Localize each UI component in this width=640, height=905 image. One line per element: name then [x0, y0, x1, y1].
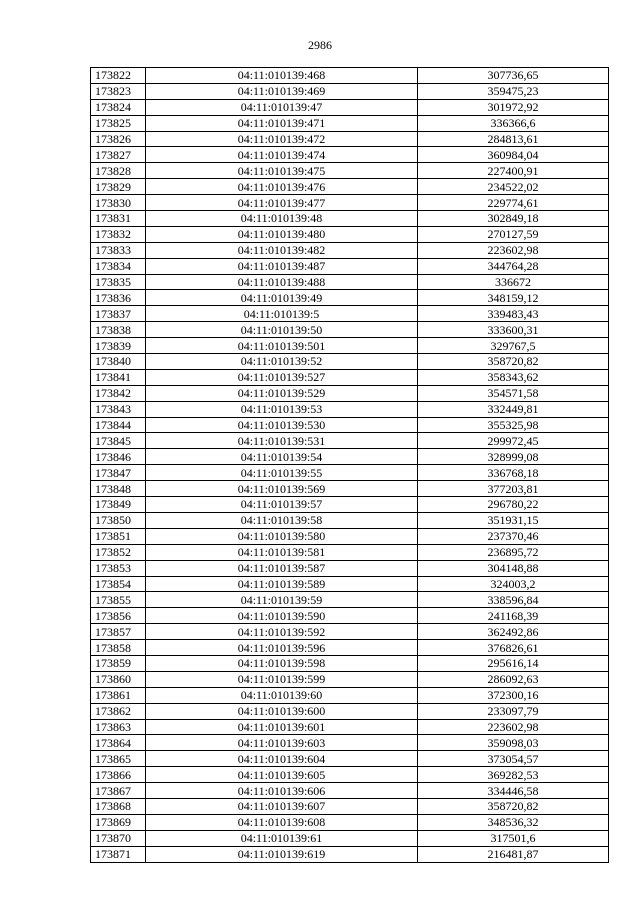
row-number-cell: 173863 — [91, 719, 146, 735]
table-row — [91, 560, 609, 576]
row-number-cell: 173833 — [91, 242, 146, 258]
row-number-cell: 173842 — [91, 385, 146, 401]
row-number-cell: 173848 — [91, 481, 146, 497]
row-number-cell: 173870 — [91, 830, 146, 846]
table-row — [91, 735, 609, 751]
cadastral-number-cell: 04:11:010139:581 — [146, 544, 418, 560]
cadastral-number-cell: 04:11:010139:604 — [146, 751, 418, 767]
table-row — [91, 449, 609, 465]
table-row — [91, 767, 609, 783]
cadastral-number-cell: 04:11:010139:59 — [146, 592, 418, 608]
row-number-cell: 173828 — [91, 163, 146, 179]
row-number-cell: 173866 — [91, 767, 146, 783]
table-row — [91, 417, 609, 433]
table-row — [91, 385, 609, 401]
table-body — [91, 68, 609, 863]
cadastral-number-cell: 04:11:010139:530 — [146, 417, 418, 433]
table-row — [91, 576, 609, 592]
cadastral-number-cell: 04:11:010139:474 — [146, 147, 418, 163]
row-number-cell: 173852 — [91, 544, 146, 560]
cadastral-number-cell: 04:11:010139:47 — [146, 99, 418, 115]
row-number-cell: 173835 — [91, 274, 146, 290]
table-row — [91, 497, 609, 513]
cadastral-value-cell: 233097,79 — [418, 703, 609, 719]
row-number-cell: 173827 — [91, 147, 146, 163]
table-row — [91, 528, 609, 544]
row-number-cell: 173832 — [91, 226, 146, 242]
row-number-cell: 173864 — [91, 735, 146, 751]
cadastral-number-cell: 04:11:010139:53 — [146, 401, 418, 417]
row-number-cell: 173825 — [91, 115, 146, 131]
cadastral-value-cell: 301972,92 — [418, 99, 609, 115]
cadastral-value-cell: 236895,72 — [418, 544, 609, 560]
table-row — [91, 783, 609, 799]
table-row — [91, 655, 609, 671]
cadastral-value-cell: 284813,61 — [418, 131, 609, 147]
cadastral-number-cell: 04:11:010139:58 — [146, 512, 418, 528]
cadastral-value-cell: 348159,12 — [418, 290, 609, 306]
cadastral-value-cell: 234522,02 — [418, 179, 609, 195]
row-number-cell: 173845 — [91, 433, 146, 449]
cadastral-number-cell: 04:11:010139:5 — [146, 306, 418, 322]
table-row — [91, 640, 609, 656]
row-number-cell: 173855 — [91, 592, 146, 608]
cadastral-number-cell: 04:11:010139:57 — [146, 497, 418, 513]
table-row — [91, 624, 609, 640]
table-row — [91, 592, 609, 608]
table-row — [91, 830, 609, 846]
table-row — [91, 512, 609, 528]
cadastral-number-cell: 04:11:010139:531 — [146, 433, 418, 449]
table-row — [91, 306, 609, 322]
cadastral-number-cell: 04:11:010139:468 — [146, 68, 418, 84]
table-row — [91, 846, 609, 862]
cadastral-number-cell: 04:11:010139:598 — [146, 655, 418, 671]
row-number-cell: 173826 — [91, 131, 146, 147]
cadastral-value-cell: 358343,62 — [418, 369, 609, 385]
page-number: 2986 — [308, 38, 332, 52]
cadastral-value-cell: 329767,5 — [418, 338, 609, 354]
cadastral-number-cell: 04:11:010139:52 — [146, 354, 418, 370]
cadastral-value-cell: 304148,88 — [418, 560, 609, 576]
cadastral-number-cell: 04:11:010139:50 — [146, 322, 418, 338]
row-number-cell: 173840 — [91, 354, 146, 370]
table-row — [91, 687, 609, 703]
cadastral-value-cell: 351931,15 — [418, 512, 609, 528]
table-row — [91, 83, 609, 99]
table-row — [91, 544, 609, 560]
table-row — [91, 433, 609, 449]
table-row — [91, 68, 609, 84]
cadastral-value-cell: 223602,98 — [418, 242, 609, 258]
row-number-cell: 173822 — [91, 68, 146, 84]
cadastral-number-cell: 04:11:010139:55 — [146, 465, 418, 481]
table-row — [91, 195, 609, 211]
cadastral-value-cell: 344764,28 — [418, 258, 609, 274]
row-number-cell: 173868 — [91, 798, 146, 814]
row-number-cell: 173859 — [91, 655, 146, 671]
cadastral-number-cell: 04:11:010139:472 — [146, 131, 418, 147]
row-number-cell: 173869 — [91, 814, 146, 830]
cadastral-value-cell: 328999,08 — [418, 449, 609, 465]
table-row — [91, 179, 609, 195]
cadastral-number-cell: 04:11:010139:607 — [146, 798, 418, 814]
cadastral-number-cell: 04:11:010139:587 — [146, 560, 418, 576]
table-row — [91, 226, 609, 242]
cadastral-number-cell: 04:11:010139:596 — [146, 640, 418, 656]
cadastral-value-cell: 355325,98 — [418, 417, 609, 433]
cadastral-number-cell: 04:11:010139:600 — [146, 703, 418, 719]
cadastral-value-cell: 229774,61 — [418, 195, 609, 211]
cadastral-value-cell: 241168,39 — [418, 608, 609, 624]
row-number-cell: 173836 — [91, 290, 146, 306]
cadastral-number-cell: 04:11:010139:54 — [146, 449, 418, 465]
cadastral-value-cell: 373054,57 — [418, 751, 609, 767]
row-number-cell: 173843 — [91, 401, 146, 417]
cadastral-number-cell: 04:11:010139:48 — [146, 211, 418, 227]
cadastral-value-cell: 286092,63 — [418, 671, 609, 687]
cadastral-value-cell: 377203,81 — [418, 481, 609, 497]
cadastral-value-cell: 227400,91 — [418, 163, 609, 179]
table-row — [91, 163, 609, 179]
row-number-cell: 173847 — [91, 465, 146, 481]
cadastral-value-cell: 237370,46 — [418, 528, 609, 544]
cadastral-number-cell: 04:11:010139:599 — [146, 671, 418, 687]
cadastral-number-cell: 04:11:010139:501 — [146, 338, 418, 354]
cadastral-value-cell: 362492,86 — [418, 624, 609, 640]
table-row — [91, 322, 609, 338]
table-row — [91, 703, 609, 719]
cadastral-number-cell: 04:11:010139:469 — [146, 83, 418, 99]
table-row — [91, 99, 609, 115]
cadastral-value-cell: 333600,31 — [418, 322, 609, 338]
table-row — [91, 401, 609, 417]
row-number-cell: 173829 — [91, 179, 146, 195]
row-number-cell: 173854 — [91, 576, 146, 592]
row-number-cell: 173830 — [91, 195, 146, 211]
row-number-cell: 173851 — [91, 528, 146, 544]
cadastral-value-cell: 376826,61 — [418, 640, 609, 656]
table-row — [91, 211, 609, 227]
table-row — [91, 258, 609, 274]
cadastral-value-cell: 339483,43 — [418, 306, 609, 322]
cadastral-number-cell: 04:11:010139:475 — [146, 163, 418, 179]
cadastral-number-cell: 04:11:010139:589 — [146, 576, 418, 592]
table-row — [91, 242, 609, 258]
table-row — [91, 369, 609, 385]
cadastral-number-cell: 04:11:010139:601 — [146, 719, 418, 735]
row-number-cell: 173844 — [91, 417, 146, 433]
row-number-cell: 173867 — [91, 783, 146, 799]
row-number-cell: 173857 — [91, 624, 146, 640]
cadastral-value-cell: 299972,45 — [418, 433, 609, 449]
table-row — [91, 147, 609, 163]
row-number-cell: 173831 — [91, 211, 146, 227]
cadastral-number-cell: 04:11:010139:580 — [146, 528, 418, 544]
cadastral-value-cell: 336768,18 — [418, 465, 609, 481]
cadastral-value-cell: 372300,16 — [418, 687, 609, 703]
cadastral-number-cell: 04:11:010139:529 — [146, 385, 418, 401]
cadastral-number-cell: 04:11:010139:487 — [146, 258, 418, 274]
row-number-cell: 173838 — [91, 322, 146, 338]
table-row — [91, 354, 609, 370]
cadastral-number-cell: 04:11:010139:476 — [146, 179, 418, 195]
cadastral-number-cell: 04:11:010139:608 — [146, 814, 418, 830]
table-row — [91, 131, 609, 147]
row-number-cell: 173849 — [91, 497, 146, 513]
table-row — [91, 798, 609, 814]
cadastral-value-cell: 369282,53 — [418, 767, 609, 783]
table-row — [91, 290, 609, 306]
cadastral-value-cell: 334446,58 — [418, 783, 609, 799]
cadastral-value-cell: 332449,81 — [418, 401, 609, 417]
cadastral-number-cell: 04:11:010139:482 — [146, 242, 418, 258]
cadastral-value-cell: 295616,14 — [418, 655, 609, 671]
cadastral-value-cell: 270127,59 — [418, 226, 609, 242]
cadastral-value-cell: 354571,58 — [418, 385, 609, 401]
row-number-cell: 173834 — [91, 258, 146, 274]
row-number-cell: 173837 — [91, 306, 146, 322]
cadastral-number-cell: 04:11:010139:606 — [146, 783, 418, 799]
row-number-cell: 173862 — [91, 703, 146, 719]
cadastral-value-cell: 302849,18 — [418, 211, 609, 227]
row-number-cell: 173850 — [91, 512, 146, 528]
table-row — [91, 719, 609, 735]
row-number-cell: 173841 — [91, 369, 146, 385]
cadastral-value-cell: 336366,6 — [418, 115, 609, 131]
cadastral-number-cell: 04:11:010139:60 — [146, 687, 418, 703]
table-row — [91, 814, 609, 830]
cadastral-value-cell: 360984,04 — [418, 147, 609, 163]
cadastral-number-cell: 04:11:010139:605 — [146, 767, 418, 783]
row-number-cell: 173860 — [91, 671, 146, 687]
row-number-cell: 173846 — [91, 449, 146, 465]
row-number-cell: 173871 — [91, 846, 146, 862]
cadastral-value-table — [90, 67, 609, 863]
cadastral-value-cell: 317501,6 — [418, 830, 609, 846]
cadastral-number-cell: 04:11:010139:61 — [146, 830, 418, 846]
row-number-cell: 173861 — [91, 687, 146, 703]
row-number-cell: 173853 — [91, 560, 146, 576]
cadastral-value-cell: 324003,2 — [418, 576, 609, 592]
table-row — [91, 274, 609, 290]
row-number-cell: 173865 — [91, 751, 146, 767]
row-number-cell: 173823 — [91, 83, 146, 99]
table-row — [91, 671, 609, 687]
cadastral-number-cell: 04:11:010139:480 — [146, 226, 418, 242]
cadastral-value-cell: 296780,22 — [418, 497, 609, 513]
table-row — [91, 465, 609, 481]
cadastral-value-cell: 359475,23 — [418, 83, 609, 99]
row-number-cell: 173824 — [91, 99, 146, 115]
cadastral-number-cell: 04:11:010139:49 — [146, 290, 418, 306]
table-row — [91, 751, 609, 767]
cadastral-value-cell: 359098,03 — [418, 735, 609, 751]
cadastral-number-cell: 04:11:010139:569 — [146, 481, 418, 497]
cadastral-number-cell: 04:11:010139:590 — [146, 608, 418, 624]
cadastral-value-cell: 338596,84 — [418, 592, 609, 608]
cadastral-value-cell: 358720,82 — [418, 798, 609, 814]
cadastral-value-cell: 358720,82 — [418, 354, 609, 370]
cadastral-number-cell: 04:11:010139:592 — [146, 624, 418, 640]
cadastral-number-cell: 04:11:010139:471 — [146, 115, 418, 131]
cadastral-number-cell: 04:11:010139:527 — [146, 369, 418, 385]
cadastral-value-cell: 348536,32 — [418, 814, 609, 830]
cadastral-value-cell: 216481,87 — [418, 846, 609, 862]
row-number-cell: 173856 — [91, 608, 146, 624]
cadastral-value-cell: 307736,65 — [418, 68, 609, 84]
table-row — [91, 608, 609, 624]
row-number-cell: 173858 — [91, 640, 146, 656]
cadastral-number-cell: 04:11:010139:488 — [146, 274, 418, 290]
table-row — [91, 115, 609, 131]
cadastral-number-cell: 04:11:010139:477 — [146, 195, 418, 211]
cadastral-number-cell: 04:11:010139:619 — [146, 846, 418, 862]
row-number-cell: 173839 — [91, 338, 146, 354]
table-row — [91, 481, 609, 497]
table-row — [91, 338, 609, 354]
cadastral-number-cell: 04:11:010139:603 — [146, 735, 418, 751]
cadastral-value-cell: 223602,98 — [418, 719, 609, 735]
cadastral-value-cell: 336672 — [418, 274, 609, 290]
